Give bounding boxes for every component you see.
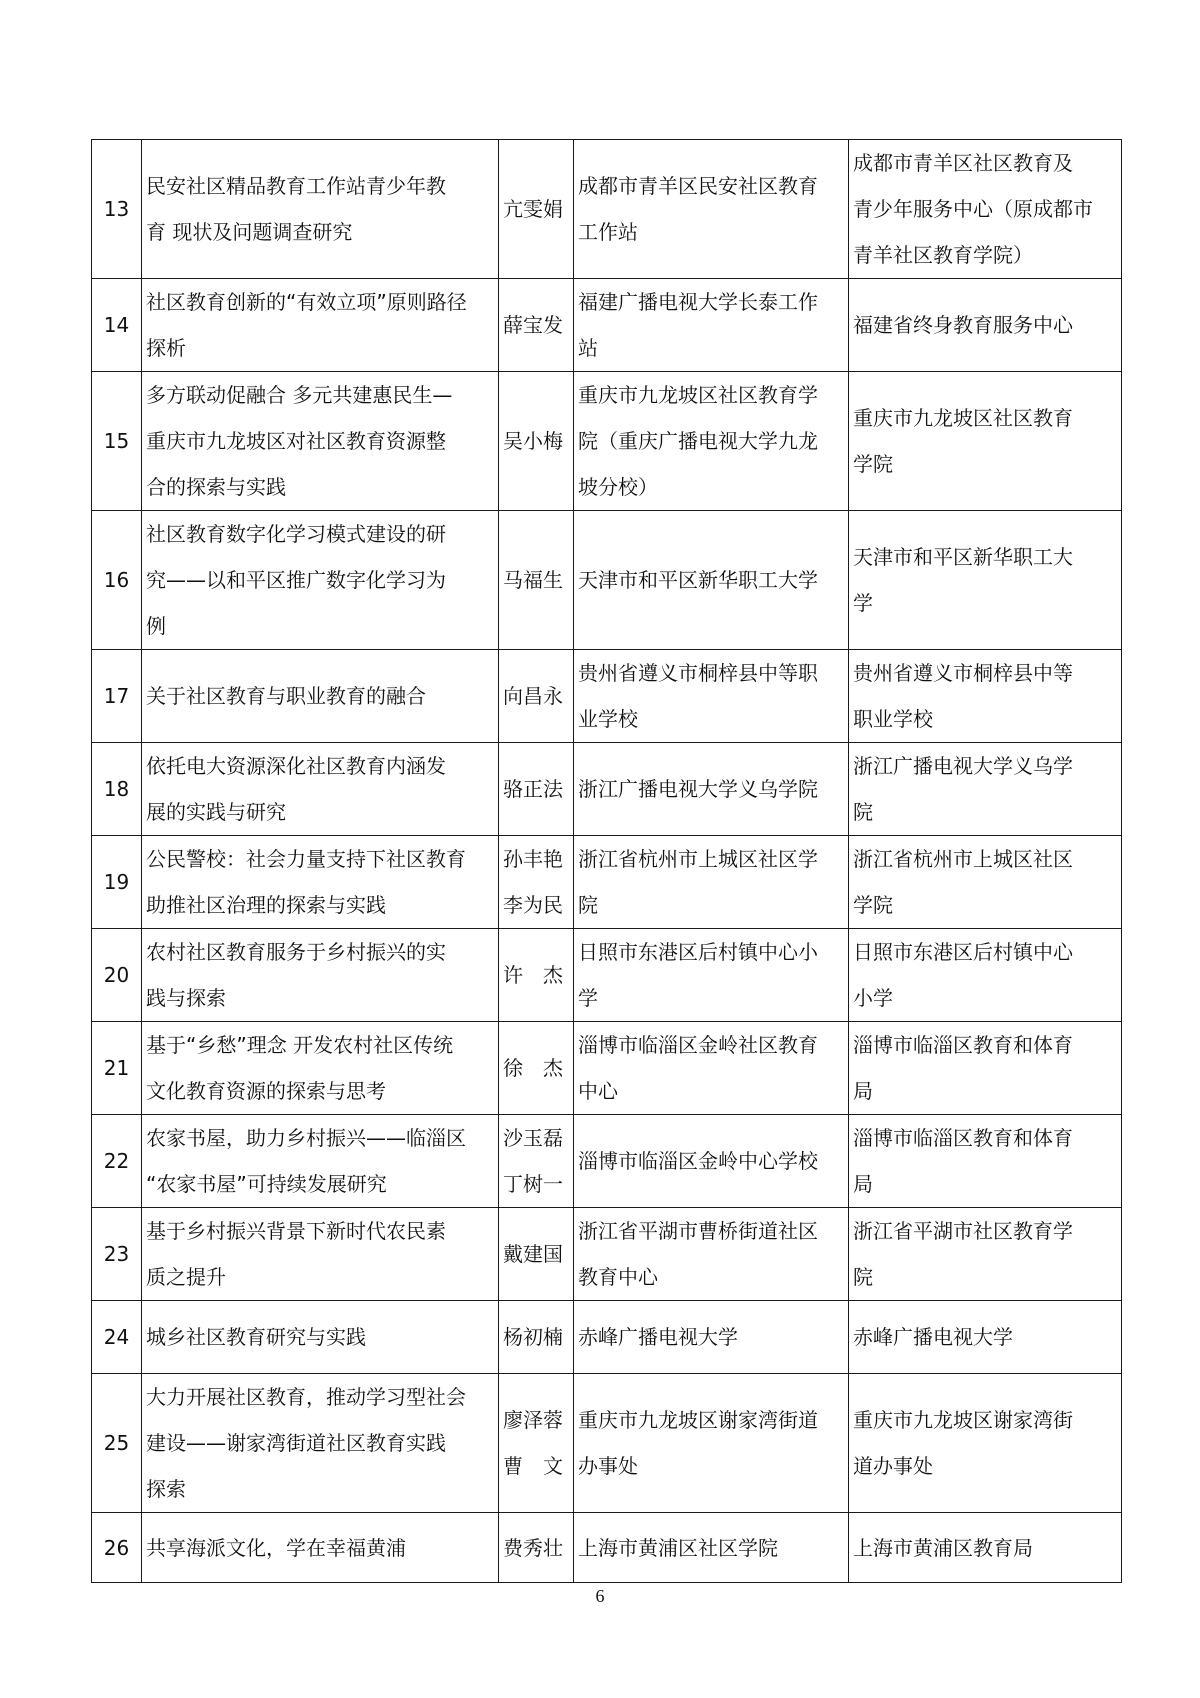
recommender-cell bbox=[849, 511, 1122, 650]
row-number-text: 21 bbox=[103, 1056, 130, 1080]
recommender-text: 成都市青羊区社区教育及 青少年服务中心（原成都市 青羊社区教育学院） bbox=[853, 151, 1093, 267]
author-text: 骆正法 bbox=[503, 777, 563, 801]
author-cell bbox=[499, 743, 574, 836]
author-text: 费秀壮 bbox=[503, 1535, 563, 1560]
unit-cell bbox=[574, 511, 849, 650]
title-cell bbox=[142, 1208, 499, 1301]
table-row bbox=[92, 743, 1122, 836]
row-number-text: 25 bbox=[103, 1431, 130, 1455]
recommender-text: 重庆市九龙坡区谢家湾街 道办事处 bbox=[853, 1408, 1073, 1478]
table-row bbox=[92, 1301, 1122, 1374]
title-text: 依托电大资源深化社区教育内涵发 展的实践与研究 bbox=[146, 754, 446, 824]
title-cell bbox=[142, 140, 499, 279]
unit-cell bbox=[574, 372, 849, 511]
row-number-cell bbox=[92, 1513, 142, 1583]
table-row bbox=[92, 650, 1122, 743]
row-number-text: 15 bbox=[103, 429, 130, 453]
unit-cell bbox=[574, 1374, 849, 1513]
row-number-cell bbox=[92, 372, 142, 511]
recommender-cell bbox=[849, 1301, 1122, 1374]
title-text: 大力开展社区教育，推动学习型社会 建设——谢家湾街道社区教育实践 探索 bbox=[146, 1385, 466, 1501]
unit-cell bbox=[574, 279, 849, 372]
author-text: 薛宝发 bbox=[503, 313, 563, 337]
row-number-text: 17 bbox=[103, 684, 130, 708]
recommender-cell bbox=[849, 1374, 1122, 1513]
row-number-cell bbox=[92, 1115, 142, 1208]
author-cell bbox=[499, 929, 574, 1022]
title-text: 社区教育创新的“有效立项”原则路径 探析 bbox=[146, 290, 467, 360]
recommender-cell bbox=[849, 743, 1122, 836]
title-cell bbox=[142, 1513, 499, 1583]
row-number-text: 13 bbox=[103, 197, 130, 221]
title-text: 农家书屋，助力乡村振兴——临淄区 “农家书屋”可持续发展研究 bbox=[146, 1126, 466, 1196]
unit-text: 重庆市九龙坡区社区教育学 院（重庆广播电视大学九龙 坡分校） bbox=[578, 383, 818, 499]
table-row bbox=[92, 836, 1122, 929]
title-cell bbox=[142, 836, 499, 929]
recommender-text: 浙江广播电视大学义乌学 院 bbox=[853, 754, 1073, 824]
row-number-cell bbox=[92, 743, 142, 836]
recommender-cell bbox=[849, 140, 1122, 279]
row-number-cell bbox=[92, 279, 142, 372]
recommender-text: 重庆市九龙坡区社区教育 学院 bbox=[853, 406, 1073, 476]
recommender-cell bbox=[849, 372, 1122, 511]
row-number-text: 24 bbox=[103, 1325, 130, 1349]
row-number-text: 20 bbox=[103, 963, 130, 987]
author-cell bbox=[499, 279, 574, 372]
author-text: 向昌永 bbox=[503, 684, 563, 708]
table-row bbox=[92, 511, 1122, 650]
author-cell bbox=[499, 140, 574, 279]
unit-text: 成都市青羊区民安社区教育 工作站 bbox=[578, 174, 818, 244]
row-number-cell bbox=[92, 1022, 142, 1115]
recommender-text: 浙江省杭州市上城区社区 学院 bbox=[853, 847, 1073, 917]
author-cell bbox=[499, 1513, 574, 1583]
unit-cell bbox=[574, 1022, 849, 1115]
unit-text: 日照市东港区后村镇中心小 学 bbox=[578, 940, 818, 1010]
recommender-cell bbox=[849, 836, 1122, 929]
author-text: 徐 杰 bbox=[503, 1056, 563, 1080]
row-number-cell bbox=[92, 1374, 142, 1513]
row-number-cell bbox=[92, 140, 142, 279]
title-cell bbox=[142, 1115, 499, 1208]
row-number-cell bbox=[92, 511, 142, 650]
author-cell bbox=[499, 1301, 574, 1374]
recommender-cell bbox=[849, 1022, 1122, 1115]
row-number-cell bbox=[92, 836, 142, 929]
recommender-text: 贵州省遵义市桐梓县中等 职业学校 bbox=[853, 661, 1073, 731]
title-text: 基于“乡愁”理念 开发农村社区传统 文化教育资源的探索与思考 bbox=[146, 1033, 454, 1103]
author-text: 马福生 bbox=[503, 568, 563, 592]
unit-text: 重庆市九龙坡区谢家湾街道 办事处 bbox=[578, 1408, 818, 1478]
author-text: 廖泽蓉 曹 文 bbox=[503, 1408, 563, 1478]
recommender-text: 上海市黄浦区教育局 bbox=[853, 1535, 1033, 1560]
author-text: 许 杰 bbox=[503, 963, 563, 987]
table-row bbox=[92, 929, 1122, 1022]
title-text: 关于社区教育与职业教育的融合 bbox=[146, 684, 426, 708]
title-text: 城乡社区教育研究与实践 bbox=[146, 1325, 366, 1349]
title-cell bbox=[142, 372, 499, 511]
title-cell bbox=[142, 1301, 499, 1374]
unit-cell bbox=[574, 140, 849, 279]
unit-cell bbox=[574, 650, 849, 743]
recommender-text: 赤峰广播电视大学 bbox=[853, 1325, 1013, 1349]
unit-cell bbox=[574, 1115, 849, 1208]
unit-text: 天津市和平区新华职工大学 bbox=[578, 568, 818, 592]
row-number-text: 19 bbox=[103, 870, 130, 894]
table-row bbox=[92, 1374, 1122, 1513]
row-number-cell bbox=[92, 929, 142, 1022]
recommender-text: 福建省终身教育服务中心 bbox=[853, 313, 1073, 337]
title-text: 农村社区教育服务于乡村振兴的实 践与探索 bbox=[146, 940, 446, 1010]
title-cell bbox=[142, 1022, 499, 1115]
unit-cell bbox=[574, 1208, 849, 1301]
unit-cell bbox=[574, 1301, 849, 1374]
title-cell bbox=[142, 650, 499, 743]
title-text: 共享海派文化，学在幸福黄浦 bbox=[146, 1535, 406, 1560]
unit-text: 淄博市临淄区金岭中心学校 bbox=[578, 1149, 818, 1173]
row-number-cell bbox=[92, 1208, 142, 1301]
title-text: 公民警校：社会力量支持下社区教育 助推社区治理的探索与实践 bbox=[146, 847, 466, 917]
recommender-cell bbox=[849, 1513, 1122, 1583]
unit-text: 浙江省杭州市上城区社区学 院 bbox=[578, 847, 818, 917]
recommender-text: 淄博市临淄区教育和体育 局 bbox=[853, 1126, 1073, 1196]
table-row bbox=[92, 372, 1122, 511]
table-row bbox=[92, 1513, 1122, 1583]
unit-text: 上海市黄浦区社区学院 bbox=[578, 1535, 778, 1560]
unit-text: 淄博市临淄区金岭社区教育 中心 bbox=[578, 1033, 818, 1103]
table-body bbox=[92, 140, 1122, 1583]
author-cell bbox=[499, 511, 574, 650]
unit-cell bbox=[574, 1513, 849, 1583]
author-cell bbox=[499, 650, 574, 743]
title-text: 社区教育数字化学习模式建设的研 究——以和平区推广数字化学习为 例 bbox=[146, 522, 446, 638]
title-cell bbox=[142, 511, 499, 650]
author-text: 杨初楠 bbox=[503, 1325, 563, 1349]
award-list-table bbox=[91, 139, 1122, 1583]
title-text: 多方联动促融合 多元共建惠民生— 重庆市九龙坡区对社区教育资源整 合的探索与实践 bbox=[146, 383, 453, 499]
recommender-text: 淄博市临淄区教育和体育 局 bbox=[853, 1033, 1073, 1103]
unit-text: 浙江广播电视大学义乌学院 bbox=[578, 777, 818, 801]
unit-text: 浙江省平湖市曹桥街道社区 教育中心 bbox=[578, 1219, 818, 1289]
unit-text: 福建广播电视大学长泰工作 站 bbox=[578, 290, 818, 360]
recommender-text: 浙江省平湖市社区教育学 院 bbox=[853, 1219, 1073, 1289]
title-cell bbox=[142, 929, 499, 1022]
row-number-cell bbox=[92, 1301, 142, 1374]
recommender-cell bbox=[849, 279, 1122, 372]
row-number-cell bbox=[92, 650, 142, 743]
unit-text: 贵州省遵义市桐梓县中等职 业学校 bbox=[578, 661, 818, 731]
row-number-text: 14 bbox=[103, 313, 130, 337]
row-number-text: 26 bbox=[103, 1535, 130, 1560]
recommender-cell bbox=[849, 1115, 1122, 1208]
row-number-text: 18 bbox=[103, 777, 130, 801]
row-number-text: 22 bbox=[103, 1149, 130, 1173]
author-cell bbox=[499, 1374, 574, 1513]
author-cell bbox=[499, 1208, 574, 1301]
table-row bbox=[92, 140, 1122, 279]
author-cell bbox=[499, 1115, 574, 1208]
unit-cell bbox=[574, 929, 849, 1022]
unit-cell bbox=[574, 836, 849, 929]
title-cell bbox=[142, 279, 499, 372]
author-text: 戴建国 bbox=[503, 1242, 563, 1266]
recommender-cell bbox=[849, 929, 1122, 1022]
row-number-text: 23 bbox=[103, 1242, 130, 1266]
author-text: 沙玉磊 丁树一 bbox=[503, 1126, 563, 1196]
table-row bbox=[92, 279, 1122, 372]
title-text: 民安社区精品教育工作站青少年教 育 现状及问题调查研究 bbox=[146, 174, 446, 244]
recommender-cell bbox=[849, 1208, 1122, 1301]
page-number: 6 bbox=[595, 1586, 605, 1606]
author-cell bbox=[499, 836, 574, 929]
author-text: 亢雯娟 bbox=[503, 197, 563, 221]
table-row bbox=[92, 1115, 1122, 1208]
title-cell bbox=[142, 743, 499, 836]
unit-text: 赤峰广播电视大学 bbox=[578, 1325, 738, 1349]
row-number-text: 16 bbox=[103, 568, 130, 592]
recommender-text: 日照市东港区后村镇中心 小学 bbox=[853, 940, 1073, 1010]
author-cell bbox=[499, 372, 574, 511]
title-text: 基于乡村振兴背景下新时代农民素 质之提升 bbox=[146, 1219, 446, 1289]
author-cell bbox=[499, 1022, 574, 1115]
author-text: 吴小梅 bbox=[503, 429, 563, 453]
table-row bbox=[92, 1022, 1122, 1115]
unit-cell bbox=[574, 743, 849, 836]
title-cell bbox=[142, 1374, 499, 1513]
recommender-cell bbox=[849, 650, 1122, 743]
table-row bbox=[92, 1208, 1122, 1301]
recommender-text: 天津市和平区新华职工大 学 bbox=[853, 545, 1073, 615]
author-text: 孙丰艳 李为民 bbox=[503, 847, 563, 917]
